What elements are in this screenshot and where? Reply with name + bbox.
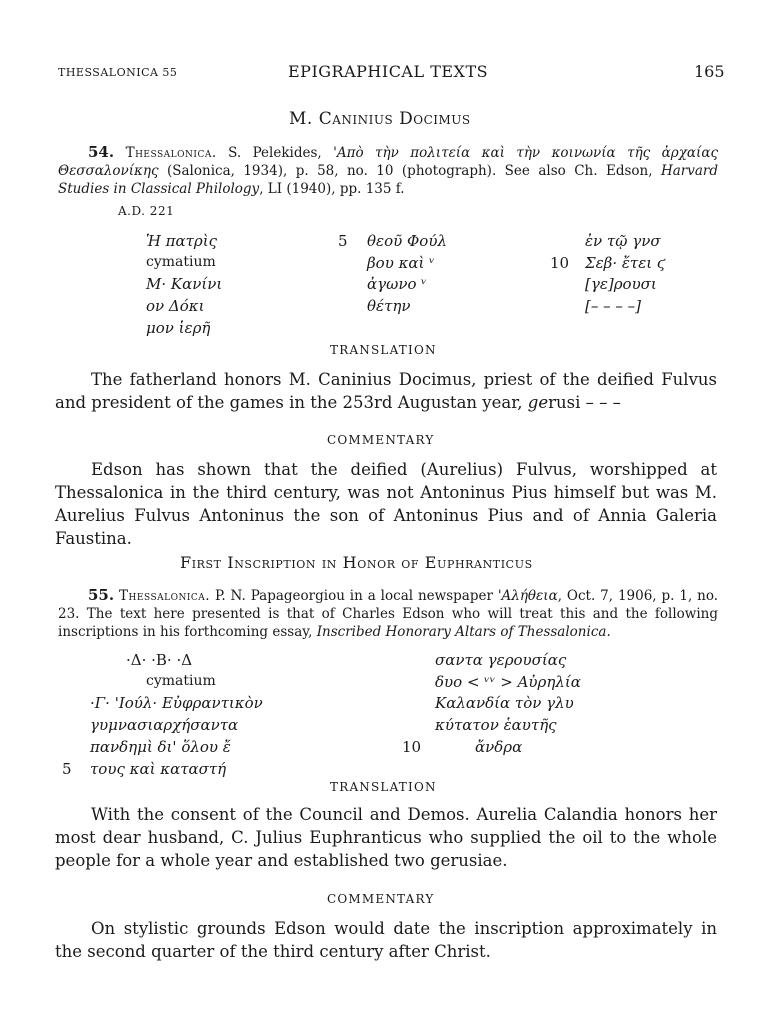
section-55-bibliography [58, 586, 718, 641]
inscr55-line-4: τους καὶ καταστή [90, 760, 227, 778]
ref-text: S. Pelekides, [216, 145, 334, 161]
translation-italic: ge [527, 393, 549, 412]
running-header-title: EPIGRAPHICAL TEXTS [288, 62, 489, 81]
section-54-bibliography [58, 143, 718, 198]
ref-text: P. N. Papageorgiou in a local newspaper [210, 588, 498, 604]
inscr55-cymatium: cymatium [146, 673, 216, 689]
ref-text: , Oct. 7, 1906, p. 1, no. 23. The text here presented is that of Charles Edson who will treat this and the following inscriptions in his forthcoming essay, [58, 588, 719, 640]
line-number-5: 5 [62, 760, 72, 778]
inscr55-line-7: δυο < ᵛᵛ > Αὐρηλία [435, 673, 581, 691]
commentary-label-54: COMMENTARY [327, 433, 435, 447]
inscr55-line-3: πανδημὶ δι' ὅλου ἔ [90, 738, 231, 756]
inscr54-line-13: [– – – –] [585, 297, 642, 315]
section-55-title: First Inscription in Honor of Euphranticus [180, 553, 533, 572]
inscr54-line-11: Σεβ· ἔτει ϛ [585, 254, 666, 272]
inscr54-line-10: ἐν τῷ γνσ [585, 232, 661, 250]
journal-title: Harvard Studies in Classical Philology [58, 163, 718, 197]
ref-text: (Salonica, 1934), p. 58, no. 10 (photograph). See also Ch. Edson, [158, 163, 661, 179]
greek-book-title: 'Απὸ τὴν πολιτεία καὶ τὴν κοινωνία τῆς ἀρχαίας Θεσσαλονίκης [58, 145, 718, 179]
inscr55-line-8: Καλανδία τὸν γλυ [435, 694, 574, 712]
newspaper-name: 'Αλήθεια [497, 588, 558, 604]
inscr55-line-6: σαντα γερουσίας [435, 651, 567, 669]
entry-number: 54. [88, 143, 115, 161]
inscr55-line-1: ·Γ· 'Ιούλ· Εὐφραντικὸν [90, 694, 263, 712]
translation-label-55: TRANSLATION [330, 780, 437, 794]
inscr55-line-top: ·Δ· ·Β· ·Δ [126, 651, 193, 669]
commentary-label-55: COMMENTARY [327, 892, 435, 906]
translation-54 [55, 368, 717, 414]
entry-place: Thessalonica. [119, 588, 211, 604]
line-number-5: 5 [338, 232, 348, 250]
inscr55-line-9: κύτατον ἑαυτῆς [435, 716, 557, 734]
translation-55: With the consent of the Council and Demos. Aurelia Calandia honors her most dear husband, C. Julius Euphranticus who supplied the oil to the whole people for a whole year and established two gerusiae. [55, 805, 717, 870]
line-number-10: 10 [402, 738, 422, 756]
inscr54-line-6: θεοῦ Φούλ [367, 232, 447, 250]
ref-text: . [606, 624, 611, 640]
inscr54-line-7: βου καὶ ᵛ [367, 254, 435, 272]
entry-place: Thessalonica. [125, 145, 217, 161]
section-54-title: M. Caninius Docimus [289, 109, 471, 129]
page-number: 165 [694, 62, 725, 81]
running-header-left: THESSALONICA 55 [58, 66, 178, 79]
inscr54-line-2: cymatium [146, 254, 216, 270]
inscr54-line-1: Ἡ πατρὶς [146, 232, 218, 250]
commentary-55: On stylistic grounds Edson would date the inscription approximately in the second quarter of the third century after Christ. [55, 919, 717, 961]
translation-text: The fatherland honors M. Caninius Docimus, priest of the deified Fulvus and president of the games in the 253rd Augustan year, [55, 370, 717, 412]
inscr54-line-9: θέτην [367, 297, 411, 315]
inscr55-line-10: ἄνδρα [475, 738, 523, 756]
inscr54-line-5: μον ἱερῆ [146, 319, 211, 337]
translation-text: rusi – – – [548, 393, 621, 412]
essay-title: Inscribed Honorary Altars of Thessalonica [316, 624, 607, 640]
translation-label-54: TRANSLATION [330, 343, 437, 357]
inscr55-line-2: γυμνασιαρχήσαντα [90, 716, 239, 734]
inscr54-line-3: Μ· Κανίνι [146, 275, 223, 293]
inscr54-line-4: ον Δόκι [146, 297, 205, 315]
inscription-date: A.D. 221 [118, 204, 175, 218]
line-number-10: 10 [550, 254, 570, 272]
inscr54-line-12: [γε]ρουσι [585, 275, 657, 293]
ref-text: , LI (1940), pp. 135 f. [259, 181, 405, 197]
commentary-54: Edson has shown that the deified (Aurelius) Fulvus, worshipped at Thessalonica in the third century, was not Antoninus Pius himself but was M. Aurelius Fulvus Antoninus the son of Antoninus Pius and of Annia Galeria Faustina. [55, 460, 717, 548]
inscr54-line-8: ἀγωνο ᵛ [367, 275, 427, 293]
entry-number: 55. [88, 586, 115, 604]
